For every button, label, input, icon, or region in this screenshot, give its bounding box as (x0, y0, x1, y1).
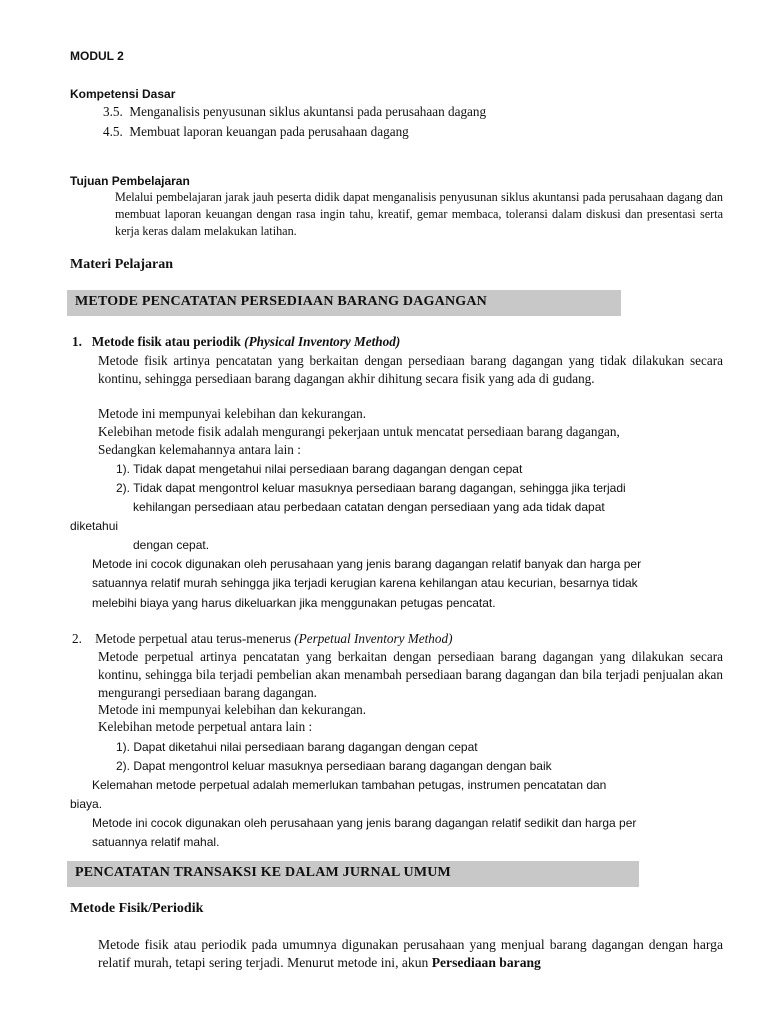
paragraph-text: Metode fisik atau periodik pada umumnya digunakan perusahaan yang menjual barang dagangan dengan harga relatif murah, tetapi sering terjadi. Menurut metode ini, akun (98, 937, 723, 970)
method-title (72, 334, 400, 350)
method-name-en: (Physical Inventory Method) (244, 334, 401, 349)
tujuan-paragraph: Melalui pembelajaran jarak jauh peserta didik dapat menganalisis penyusunan siklus akuntansi pada perusahaan dagang dan membuat laporan keuangan dengan rasa ingin tahu, kreatif, gemar membaca, toleransi dalam diskusi dan presentasi serta kerja keras dalam melakukan latihan. (115, 190, 723, 238)
kd-item-text: Menganalisis penyusunan siklus akuntansi pada perusahaan dagang (129, 104, 487, 119)
paragraph: Metode perpetual artinya pencatatan yang berkaitan dengan persediaan barang dagangan yang dilakukan secara kontinu, sehingga bila terjadi pembelian akan menambah persediaan barang dagangan dan bila terjadi penjualan akan mengurangi persediaan barang dagangan. (98, 649, 723, 700)
list-item: 1). Tidak dapat mengetahui nilai persediaan barang dagangan dengan cepat (116, 462, 523, 476)
method-name-en: (Perpetual Inventory Method) (294, 631, 453, 646)
tujuan-heading: Tujuan Pembelajaran (70, 174, 190, 188)
subsection-title: Metode Fisik/Periodik (70, 901, 204, 916)
method-number: 2. (72, 631, 82, 646)
section-title: PENCATATAN TRANSAKSI KE DALAM JURNAL UMUM (75, 865, 451, 880)
kd-item (103, 124, 409, 140)
list-item: 2). Dapat mengontrol keluar masuknya persediaan barang dagangan dengan baik (116, 759, 552, 773)
kd-heading: Kompetensi Dasar (70, 87, 176, 101)
paragraph: Metode fisik artinya pencatatan yang berkaitan dengan persediaan barang dagangan yang tidak dilakukan secara kontinu, sehingga persediaan barang dagangan akhir dihitung secara fisik yang ada di gudang. (98, 353, 723, 386)
list-item: dengan cepat. (133, 538, 210, 552)
list-item: 1). Dapat diketahui nilai persediaan barang dagangan dengan cepat (116, 740, 478, 754)
kd-item-number: 4.5. (103, 124, 123, 139)
paragraph: Kelebihan metode perpetual antara lain : (98, 719, 313, 734)
kd-item (103, 104, 486, 120)
paragraph: biaya. (70, 797, 103, 811)
paragraph: Sedangkan kelemahannya antara lain : (98, 442, 301, 457)
method-name: Metode perpetual atau terus-menerus (95, 631, 291, 646)
paragraph: satuannya relatif mahal. (92, 835, 220, 849)
materi-heading: Materi Pelajaran (70, 257, 174, 272)
paragraph: Metode ini cocok digunakan oleh perusahaan yang jenis barang dagangan relatif banyak dan harga per (92, 557, 642, 571)
method-number: 1. (72, 334, 82, 349)
kd-item-number: 3.5. (103, 104, 123, 119)
kd-item-text: Membuat laporan keuangan pada perusahaan dagang (129, 124, 409, 139)
list-item: 2). Tidak dapat mengontrol keluar masuknya persediaan barang dagangan, sehingga jika terjadi (116, 481, 626, 495)
paragraph: melebihi biaya yang harus dikeluarkan jika menggunakan petugas pencatat. (92, 596, 496, 610)
method-name: Metode fisik atau periodik (91, 334, 241, 349)
list-item: diketahui (70, 519, 119, 533)
section-title: METODE PENCATATAN PERSEDIAAN BARANG DAGANGAN (75, 294, 487, 309)
paragraph: satuannya relatif murah sehingga jika terjadi kerugian karena kehilangan atau kecurian, besarnya tidak (92, 576, 638, 590)
account-name: Persediaan barang (431, 955, 541, 970)
list-item: kehilangan persediaan atau perbedaan catatan dengan persediaan yang ada tidak dapat (133, 500, 605, 514)
section-bar (67, 290, 621, 316)
section-bar (67, 861, 639, 887)
paragraph: Metode ini mempunyai kelebihan dan kekurangan. (98, 702, 367, 717)
paragraph: Kelebihan metode fisik adalah mengurangi pekerjaan untuk mencatat persediaan barang dagangan, (98, 424, 620, 439)
paragraph: Metode ini cocok digunakan oleh perusahaan yang jenis barang dagangan relatif sedikit dan harga per (92, 816, 637, 830)
method-title (72, 631, 452, 647)
paragraph: Kelemahan metode perpetual adalah memerlukan tambahan petugas, instrumen pencatatan dan (92, 778, 607, 792)
module-title: MODUL 2 (70, 49, 124, 63)
paragraph (98, 936, 723, 972)
paragraph: Metode ini mempunyai kelebihan dan kekurangan. (98, 406, 367, 421)
